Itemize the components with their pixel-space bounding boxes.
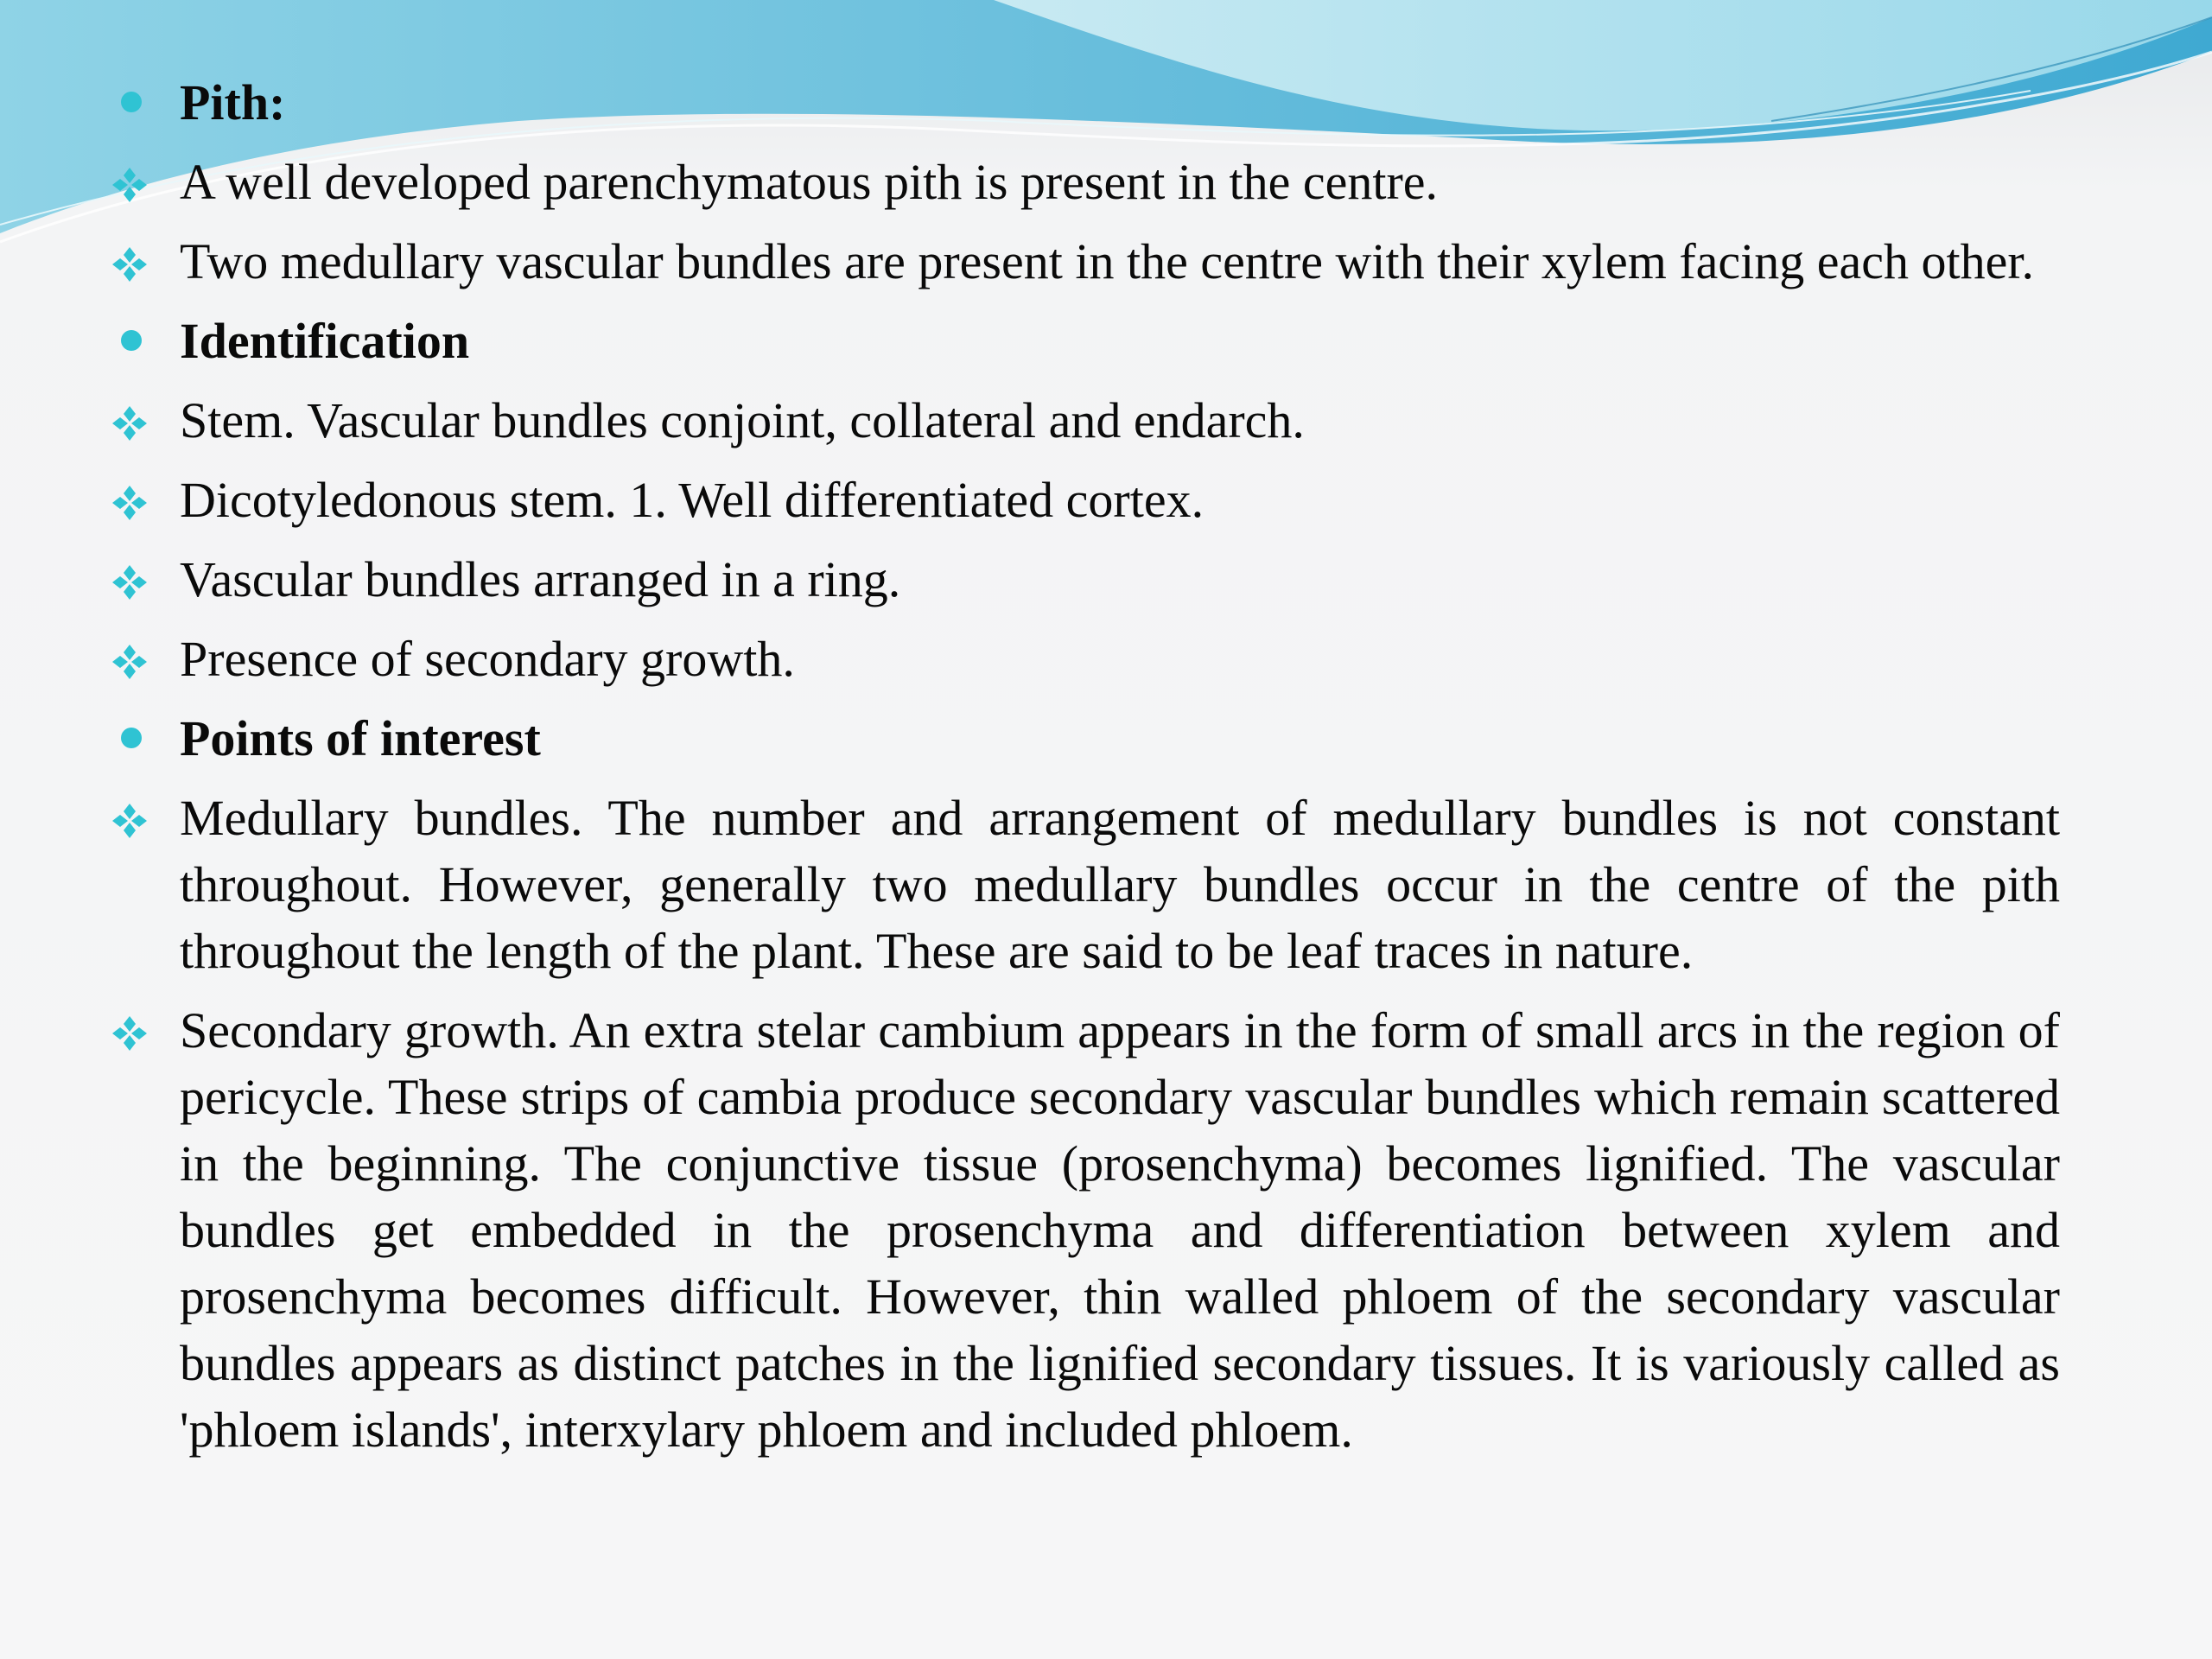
diamond-bullet-icon — [111, 643, 149, 681]
list-item — [111, 546, 2060, 613]
circle-bullet-icon — [121, 330, 142, 351]
diamond-bullet-icon — [111, 1014, 149, 1052]
item-text: Secondary growth. An extra stelar cambium appears in the form of small arcs in the region of pericycle. These strips of cambia produce secondary vascular bundles which remain scattered in the beginning. The conjunctive tissue (prosenchyma) becomes lignified. The vascular bundles get embedded in the prosenchyma and differentiation between xylem and prosenchyma becomes difficult. However, thin walled phloem of the secondary vascular bundles appears as distinct patches in the lignified secondary tissues. It is variously called as 'phloem islands', interxylary phloem and included phloem. — [180, 1002, 2060, 1458]
diamond-bullet-icon — [111, 484, 149, 522]
list-item — [111, 997, 2060, 1463]
item-text: Dicotyledonous stem. 1. Well differentiated cortex. — [180, 472, 1205, 528]
item-text: Presence of secondary growth. — [180, 631, 795, 687]
item-text: A well developed parenchymatous pith is present in the centre. — [180, 154, 1439, 210]
list-item — [111, 785, 2060, 984]
slide-content — [111, 69, 2060, 1476]
item-text: Two medullary vascular bundles are present in the centre with their xylem facing each other. — [180, 233, 2034, 289]
heading-identification — [111, 308, 2060, 374]
list-item — [111, 387, 2060, 454]
list-item — [111, 467, 2060, 533]
diamond-bullet-icon — [111, 404, 149, 442]
list-item — [111, 626, 2060, 692]
heading-points-of-interest — [111, 705, 2060, 772]
list-item — [111, 228, 2060, 295]
item-text: Vascular bundles arranged in a ring. — [180, 551, 901, 607]
heading-text: Points of interest — [180, 710, 541, 766]
diamond-bullet-icon — [111, 563, 149, 601]
circle-bullet-icon — [121, 92, 142, 112]
heading-pith — [111, 69, 2060, 136]
diamond-bullet-icon — [111, 166, 149, 204]
heading-text: Identification — [180, 313, 470, 369]
heading-text: Pith: — [180, 74, 286, 130]
item-text: Medullary bundles. The number and arrangement of medullary bundles is not constant throughout. However, generally two medullary bundles occur in the centre of the pith throughout the length of the plant. These are said to be leaf traces in nature. — [180, 790, 2060, 979]
diamond-bullet-icon — [111, 802, 149, 840]
list-item — [111, 149, 2060, 215]
item-text: Stem. Vascular bundles conjoint, collateral and endarch. — [180, 392, 1305, 448]
diamond-bullet-icon — [111, 245, 149, 283]
circle-bullet-icon — [121, 728, 142, 748]
